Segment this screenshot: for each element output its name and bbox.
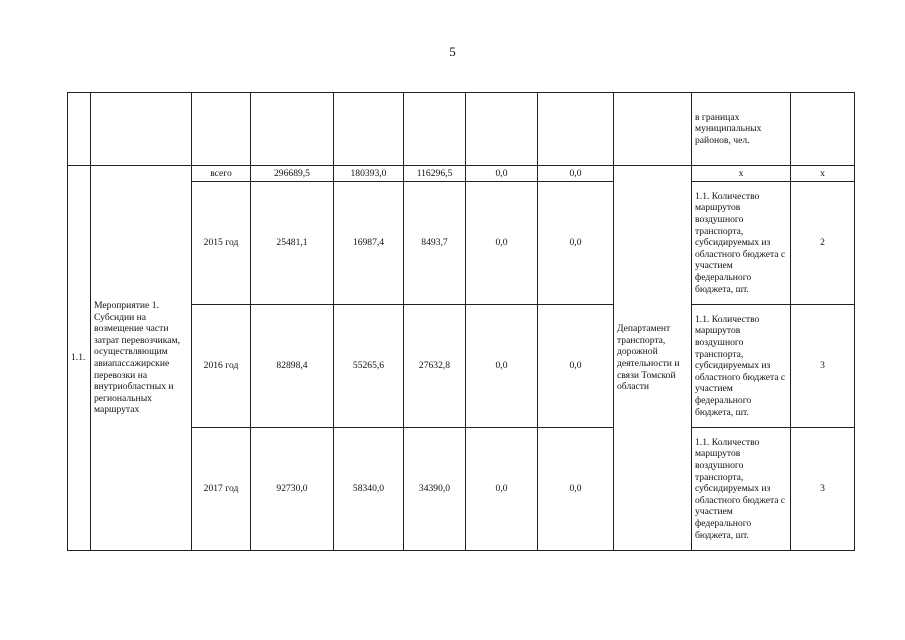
- indicator-cell: в границах муниципальных районов, чел.: [692, 93, 791, 166]
- amount-cell: 0,0: [466, 166, 538, 182]
- amount-cell: 27632,8: [404, 305, 466, 428]
- amount-cell: 0,0: [538, 166, 614, 182]
- page-number: 5: [449, 44, 456, 59]
- amount-cell: 0,0: [538, 428, 614, 551]
- empty-cell: [791, 93, 855, 166]
- empty-cell: [251, 93, 334, 166]
- amount-cell: 55265,6: [334, 305, 404, 428]
- period-cell: 2017 год: [192, 428, 251, 551]
- amount-cell: 34390,0: [404, 428, 466, 551]
- empty-cell: [538, 93, 614, 166]
- indicator-value-cell: 2: [791, 182, 855, 305]
- empty-cell: [192, 93, 251, 166]
- period-cell: всего: [192, 166, 251, 182]
- total-row: [68, 166, 855, 182]
- amount-cell: 25481,1: [251, 182, 334, 305]
- amount-cell: 0,0: [466, 428, 538, 551]
- empty-cell: [68, 93, 91, 166]
- empty-cell: [334, 93, 404, 166]
- measure-number: 1.1.: [68, 166, 91, 551]
- empty-cell: [466, 93, 538, 166]
- amount-cell: 180393,0: [334, 166, 404, 182]
- executor-cell: Департамент транспорта, дорожной деятельности и связи Томской области: [614, 166, 692, 551]
- amount-cell: 58340,0: [334, 428, 404, 551]
- amount-cell: 0,0: [466, 182, 538, 305]
- amount-cell: 296689,5: [251, 166, 334, 182]
- indicator-value-cell: х: [791, 166, 855, 182]
- indicator-cell: х: [692, 166, 791, 182]
- amount-cell: 0,0: [466, 305, 538, 428]
- period-cell: 2016 год: [192, 305, 251, 428]
- amount-cell: 8493,7: [404, 182, 466, 305]
- period-cell: 2015 год: [192, 182, 251, 305]
- amount-cell: 0,0: [538, 182, 614, 305]
- continuation-row: [68, 93, 855, 166]
- indicator-value-cell: 3: [791, 428, 855, 551]
- empty-cell: [614, 93, 692, 166]
- program-measures-table: [67, 92, 855, 551]
- indicator-value-cell: 3: [791, 305, 855, 428]
- amount-cell: 92730,0: [251, 428, 334, 551]
- empty-cell: [91, 93, 192, 166]
- indicator-cell: 1.1. Количество маршрутов воздушного транспорта, субсидируемых из областного бюджета с участием федерального бюджета, шт.: [692, 305, 791, 428]
- amount-cell: 16987,4: [334, 182, 404, 305]
- indicator-cell: 1.1. Количество маршрутов воздушного транспорта, субсидируемых из областного бюджета с участием федерального бюджета, шт.: [692, 428, 791, 551]
- indicator-cell: 1.1. Количество маршрутов воздушного транспорта, субсидируемых из областного бюджета с участием федерального бюджета, шт.: [692, 182, 791, 305]
- amount-cell: 116296,5: [404, 166, 466, 182]
- measure-name: Мероприятие 1. Субсидии на возмещение части затрат перевозчикам, осуществляющим авиапассажирские перевозки на внутриобластных и региональных маршрутах: [91, 166, 192, 551]
- empty-cell: [404, 93, 466, 166]
- amount-cell: 82898,4: [251, 305, 334, 428]
- amount-cell: 0,0: [538, 305, 614, 428]
